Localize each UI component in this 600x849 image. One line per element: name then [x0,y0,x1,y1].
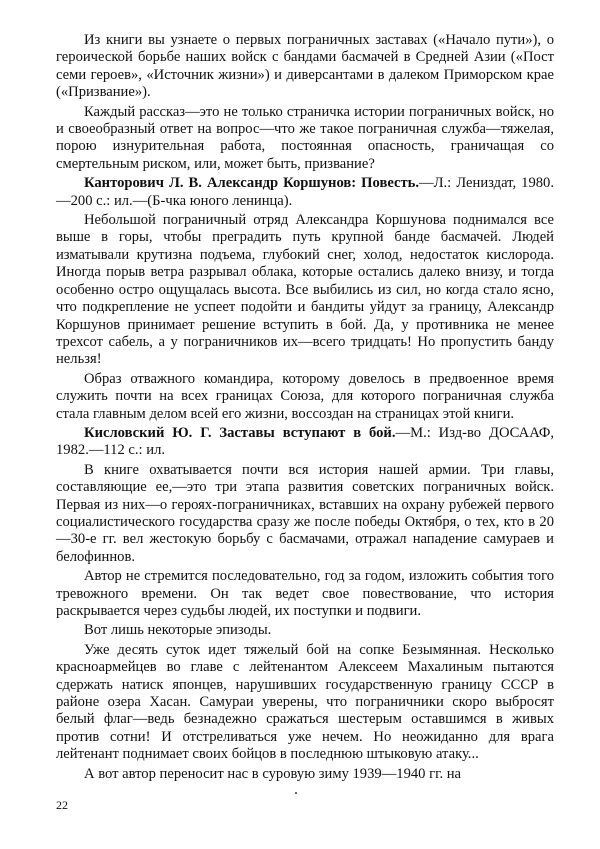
entry-kislovsky [56,425,554,460]
paragraph-intro-books: Из книги вы узнаете о первых пограничных заставах («Начало пути»), о героической борьбе наших войск с бандами басмачей в Средней Азии («Пост семи героев», «Источник жизни») и диверсантами в далеком Приморском крае («Призвание»). [56,32,554,101]
paragraph-hill-battle: Уже десять суток идет тяжелый бой на сопке Безымянная. Несколько красноармейцев во главе с лейтенантом Алексеем Махалиным пытаются сдержать натиск японцев, нарушивших государственную границу СССР в районе озера Хасан. Самураи уверены, что пограничники скоро выбросят белый флаг—ведь безнадежно сражаться шестерым оставшимся в живых против сотни! И отстреливаться уже нечем. Но неожиданно для врага лейтенант поднимает своих бойцов в последнюю штыковую атаку... [56,641,554,763]
entry-kantorovich-title: Канторович Л. В. Александр Коршунов: Повесть. [84,175,420,192]
paragraph-some-episodes: Вот лишь некоторые эпизоды. [84,622,272,639]
paragraph-army-history: В книге охватывается почти вся история нашей армии. Три главы, составляющие ее,—это три этапа развития советских пограничных войск. Первая из них—о героях-пограничниках, вставших на охрану рубежей первого социалистического государства сразу же после победы Октября, о тех, кто в 20—30-е гг. вел жестокую борьбу с басмачами, отражал нападение самураев и белофиннов. [56,461,554,565]
page-number: 22 [56,798,68,812]
entry-kislovsky-title: Кисловский Ю. Г. Заставы вступают в бой. [84,424,396,441]
print-speck [295,792,297,794]
paragraph-commander-image: Образ отважного командира, которому довелось в предвоенное время служить почти на всех границах Союза, для которого пограничная служба стала главным делом всей его жизни, воссоздан на страницах этой книги. [56,370,554,422]
paragraph-each-story: Каждый рассказ—это не только страничка истории пограничных войск, но и своеобразный ответ на вопрос—что же такое пограничная служба—тяжелая, порою изнурительная работа, постоянная опасность, граничащая со смертельным риском, или, может быть, призвание? [56,103,554,172]
page-body [56,32,554,785]
entry-kantorovich-imprint: —Л.: Лениздат, 1980.—200 с.: ил.—(Б-чка юного ленинца). [56,175,554,209]
paragraph-author-approach: Автор не стремится последовательно, год за годом, изложить события того тревожного времени. Он так ведет свое повествование, что история раскрывается через судьбы людей, их поступки и подвиги. [56,568,554,619]
entry-kantorovich [56,175,554,210]
paragraph-korshunov-detachment: Небольшой пограничный отряд Александра Коршунова поднимался все выше в горы, чтобы преградить путь крупной банде басмачей. Людей изматывали крутизна подъема, глубокий снег, холод, недостаток кислорода. Иногда порыв ветра разрывал облака, которые остались далеко внизу, и тогда особенно остро ощущалась высота. Все выбились из сил, но когда стало ясно, что подкрепление не успеет подойти и бандиты уйдут за границу, Александр Коршунов принимает решение вступить в бой. Да, у противника не менее трехсот сабель, а у пограничников их—всего тридцать! Но пропустить банду нельзя! [56,212,554,368]
paragraph-winter-1939: А вот автор переносит нас в суровую зиму 1939—1940 гг. на [84,765,462,782]
entry-kislovsky-imprint: —М.: Изд-во ДОСААФ, 1982.—112 с.: ил. [56,424,554,459]
